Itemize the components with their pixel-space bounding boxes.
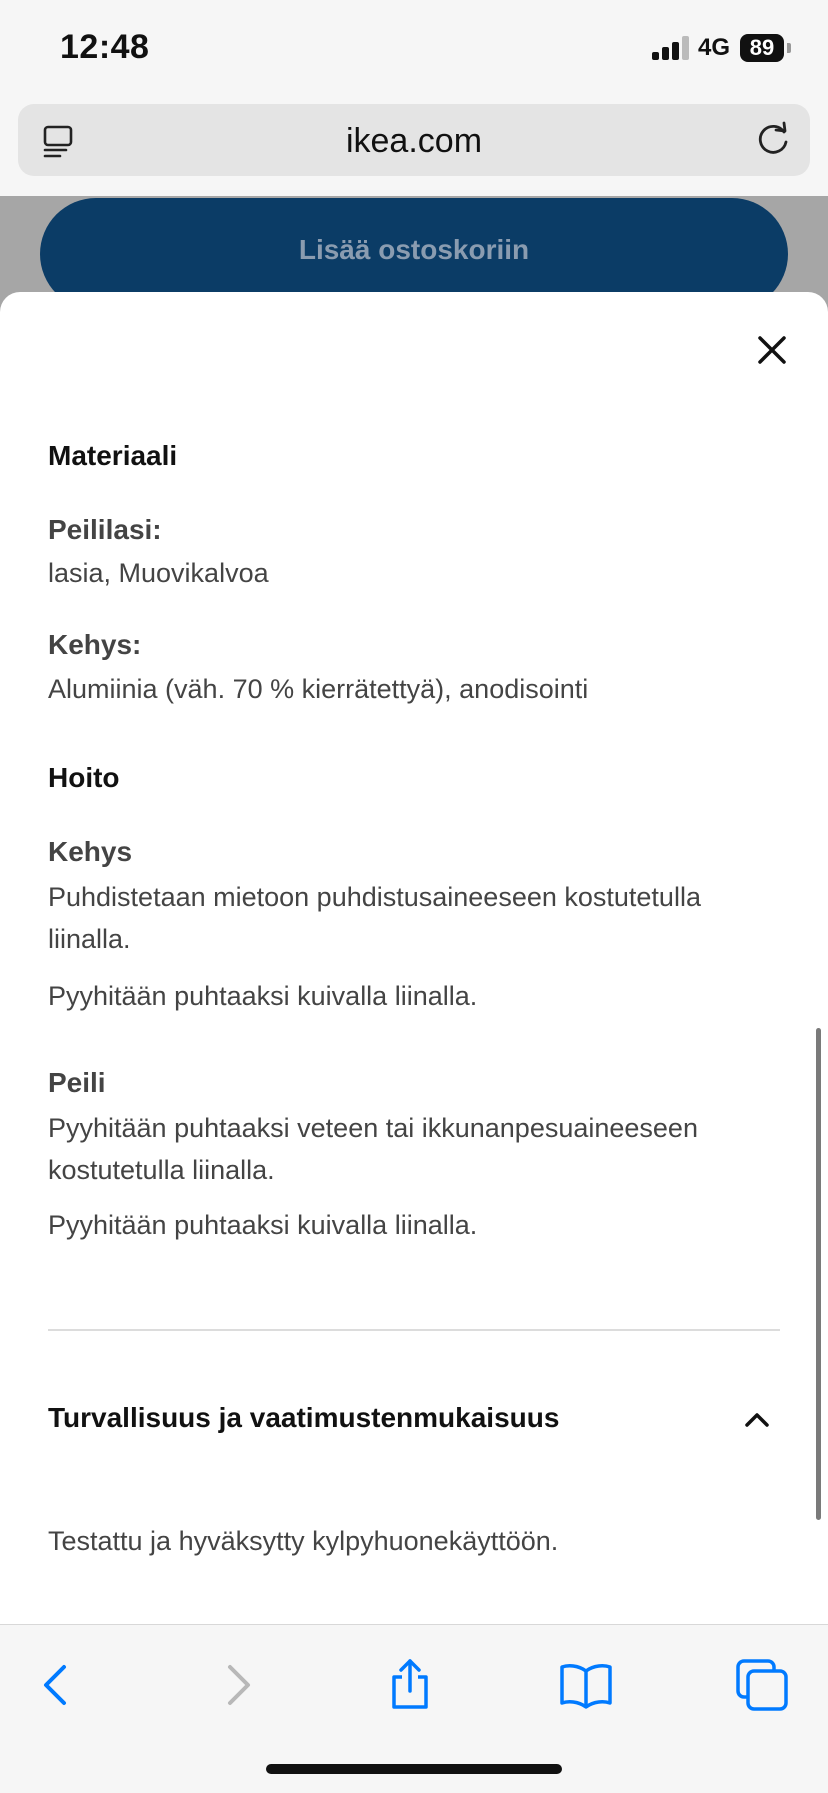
care-mirror-line1: Pyyhitään puhtaaksi veteen tai ikkunanpesuaineeseen kostutetulla liinalla. — [48, 1113, 698, 1185]
care-label-mirror: Peili — [48, 1067, 106, 1098]
back-icon[interactable] — [30, 1657, 86, 1713]
care-label-frame: Kehys — [48, 836, 133, 867]
material-value-frame: Alumiinia (väh. 70 % kierrätettyä), anodisointi — [48, 674, 589, 704]
safety-text: Testattu ja hyväksytty kylpyhuonekäyttöön. — [48, 1526, 559, 1556]
home-indicator — [266, 1764, 562, 1774]
material-label-glass: Peililasi: — [48, 514, 162, 545]
close-icon[interactable] — [752, 330, 792, 370]
chevron-up-icon[interactable] — [742, 1404, 772, 1434]
safety-accordion-title[interactable]: Turvallisuus ja vaatimustenmukaisuus — [48, 1402, 560, 1433]
scrollbar[interactable] — [816, 1028, 821, 1520]
status-bar — [0, 0, 828, 96]
care-mirror-line2: Pyyhitään puhtaaksi kuivalla liinalla. — [48, 1210, 478, 1240]
signal-icon — [652, 36, 690, 60]
material-value-glass: lasia, Muovikalvoa — [48, 558, 269, 588]
care-frame-line2: Pyyhitään puhtaaksi kuivalla liinalla. — [48, 981, 478, 1011]
tabs-overview-icon[interactable] — [734, 1657, 790, 1713]
bookmarks-icon[interactable] — [558, 1657, 614, 1713]
battery-tip — [787, 43, 791, 53]
battery-icon: 89 — [740, 34, 784, 62]
material-heading: Materiaali — [48, 440, 178, 471]
status-time: 12:48 — [60, 28, 150, 66]
material-label-frame: Kehys: — [48, 629, 142, 660]
reload-icon[interactable] — [754, 120, 792, 158]
address-bar[interactable] — [18, 104, 810, 176]
section-divider — [48, 1329, 780, 1331]
network-type: 4G — [698, 34, 731, 61]
care-heading: Hoito — [48, 762, 120, 793]
forward-icon[interactable] — [208, 1657, 264, 1713]
care-frame-line1: Puhdistetaan mietoon puhdistusaineeseen kostutetulla liinalla. — [48, 882, 701, 954]
url-text[interactable]: ikea.com — [345, 122, 483, 160]
add-to-cart-label: Lisää ostoskoriin — [298, 234, 530, 265]
share-icon[interactable] — [382, 1657, 438, 1713]
